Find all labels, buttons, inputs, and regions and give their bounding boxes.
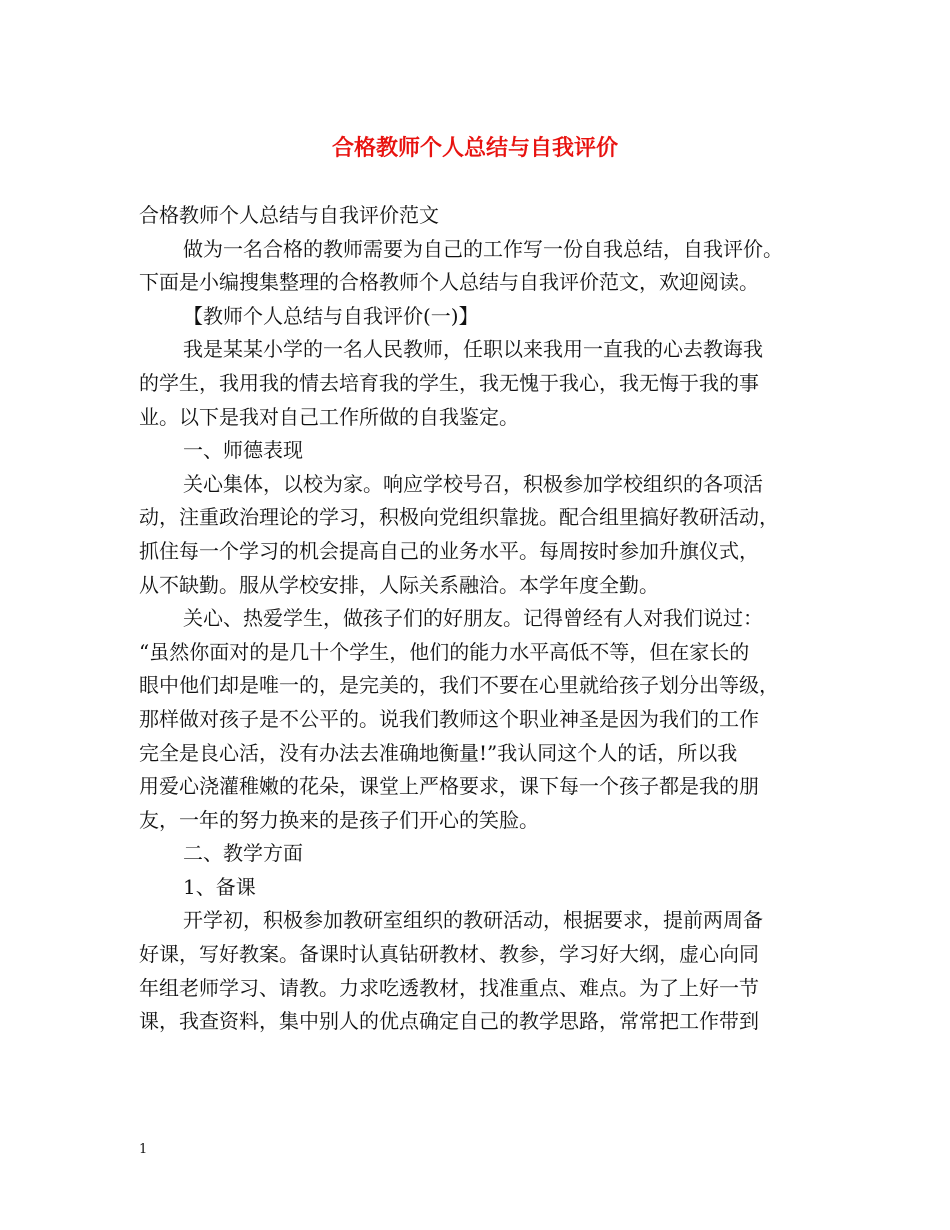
text-line: 二、教学方面	[183, 841, 303, 866]
text-line: 关心集体，以校为家。响应学校号召，积极参加学校组织的各项活	[183, 471, 763, 496]
text-line: 下面是小编搜集整理的合格教师个人总结与自我评价范文，欢迎阅读。	[139, 270, 759, 295]
text-line: 年组老师学习、请教。力求吃透教材，找准重点、难点。为了上好一节	[139, 975, 759, 1000]
text-line: 用爱心浇灌稚嫩的花朵，课堂上严格要求，课下每一个孩子都是我的朋	[139, 774, 759, 799]
text-line: 从不缺勤。服从学校安排，人际关系融洽。本学年度全勤。	[139, 572, 659, 597]
text-line: 动，注重政治理论的学习，积极向党组织靠拢。配合组里搞好教研活动，	[139, 505, 779, 530]
text-line: 开学初，积极参加教研室组织的教研活动，根据要求，提前两周备	[183, 908, 763, 933]
page-number: 1	[139, 1142, 148, 1157]
text-line: 【教师个人总结与自我评价(一)】	[183, 303, 479, 328]
text-line: 合格教师个人总结与自我评价范文	[139, 203, 439, 227]
text-line: 眼中他们却是唯一的，是完美的，我们不要在心里就给孩子划分出等级，	[139, 673, 779, 698]
text-line: 课，我查资料，集中别人的优点确定自己的教学思路，常常把工作带到	[139, 1009, 759, 1034]
text-line: 友，一年的努力换来的是孩子们开心的笑脸。	[139, 807, 539, 832]
text-line: 做为一名合格的教师需要为自己的工作写一份自我总结，自我评价。	[183, 236, 783, 261]
document-body	[139, 199, 819, 1039]
text-line: 抓住每一个学习的机会提高自己的业务水平。每周按时参加升旗仪式，	[139, 538, 759, 563]
text-line: 一、师德表现	[183, 438, 303, 463]
text-line: 业。以下是我对自己工作所做的自我鉴定。	[139, 404, 519, 429]
text-line: 关心、热爱学生，做孩子们的好朋友。记得曾经有人对我们说过：	[183, 606, 763, 631]
text-line: 1、备课	[183, 874, 256, 899]
text-line: “虽然你面对的是几十个学生，他们的能力水平高低不等，但在家长的	[139, 639, 750, 664]
text-line: 好课，写好教案。备课时认真钻研教材、教参，学习好大纲，虚心向同	[139, 942, 759, 967]
document-title: 合格教师个人总结与自我评价	[331, 135, 618, 161]
text-line: 我是某某小学的一名人民教师，任职以来我用一直我的心去教诲我	[183, 337, 763, 362]
text-line: 那样做对孩子是不公平的。说我们教师这个职业神圣是因为我们的工作	[139, 706, 759, 731]
text-line: 的学生，我用我的情去培育我的学生，我无愧于我心，我无悔于我的事	[139, 370, 759, 395]
text-line: 完全是良心活，没有办法去准确地衡量!”我认同这个人的话，所以我	[139, 740, 738, 765]
